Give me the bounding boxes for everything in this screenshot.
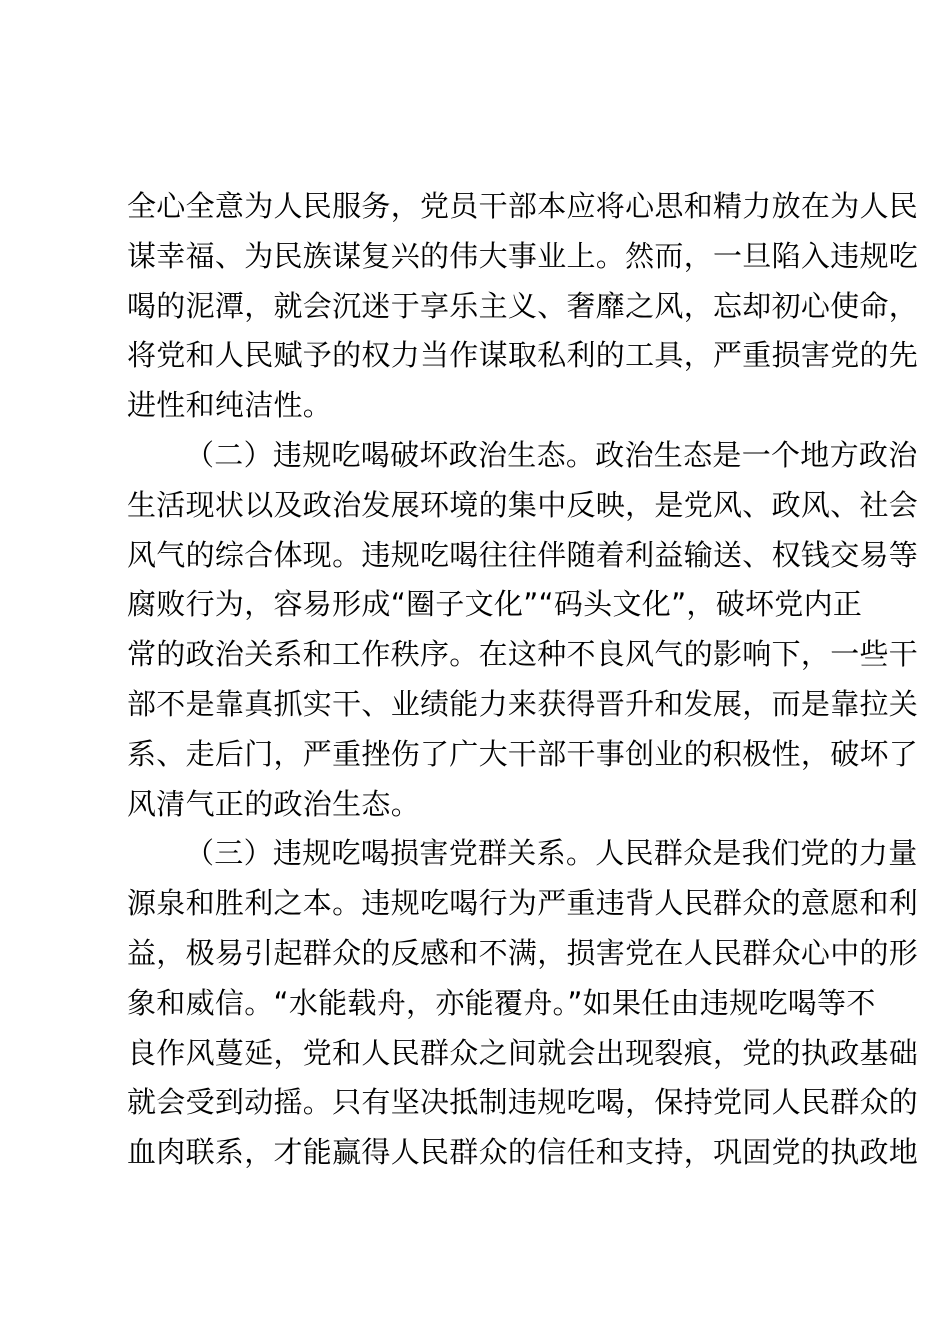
text-line: 象和威信。“水能载舟，亦能覆舟。”如果任由违规吃喝等不 [127,985,876,1020]
text-line: 部不是靠真抓实干、业绩能力来获得晋升和发展，而是靠拉关 [127,686,919,721]
section-heading-line: （三）违规吃喝损害党群关系。人民群众是我们党的力量 [185,836,918,871]
text-line: 风气的综合体现。违规吃喝往往伴随着利益输送、权钱交易等 [127,537,919,572]
text-line: 喝的泥潭，就会沉迷于享乐主义、奢靡之风，忘却初心使命， [127,288,919,323]
text-line: 血肉联系，才能赢得人民群众的信任和支持，巩固党的执政地 [127,1135,919,1170]
text-line: 进性和纯洁性。 [127,388,333,423]
text-line: 谋幸福、为民族谋复兴的伟大事业上。然而，一旦陷入违规吃 [127,238,919,273]
text-line: 生活现状以及政治发展环境的集中反映，是党风、政风、社会 [127,487,919,522]
text-line: 全心全意为人民服务，党员干部本应将心思和精力放在为人民 [127,189,919,223]
text-line: 系、走后门，严重挫伤了广大干部干事创业的积极性，破坏了 [127,736,919,771]
text-line: 就会受到动摇。只有坚决抵制违规吃喝，保持党同人民群众的 [127,1085,919,1120]
text-line: 常的政治关系和工作秩序。在这种不良风气的影响下，一些干 [127,637,919,672]
section-heading-line: （二）违规吃喝破坏政治生态。政治生态是一个地方政治 [185,437,918,472]
text-line: 将党和人民赋予的权力当作谋取私利的工具，严重损害党的先 [127,338,919,373]
text-line: 风清气正的政治生态。 [127,786,421,821]
text-line: 良作风蔓延，党和人民群众之间就会出现裂痕，党的执政基础 [127,1035,919,1070]
text-line: 益，极易引起群众的反感和不满，损害党在人民群众心中的形 [127,935,919,970]
text-line: 源泉和胜利之本。违规吃喝行为严重违背人民群众的意愿和利 [127,886,919,921]
document-body [127,182,919,1178]
text-line: 腐败行为，容易形成“圈子文化”“码头文化”，破坏党内正 [127,587,863,622]
